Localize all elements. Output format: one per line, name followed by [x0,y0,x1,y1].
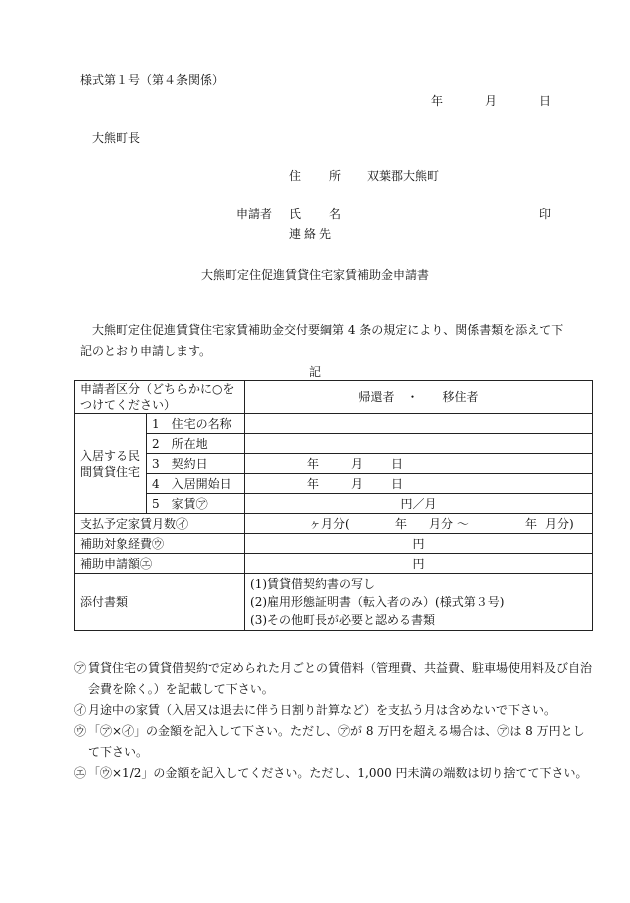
application-table [74,380,593,631]
row-label-contract-date: 3 契約日 [147,454,245,474]
category-options[interactable]: 帰還者 ・ 移住者 [245,381,593,414]
note-item: ㋑ 月途中の家賃（入居又は退去に伴う日割り計算など）を支払う月は含めないで下さい。 [74,703,557,717]
seal-mark: 印 [539,207,552,221]
note-item: ㋒ 「㋐×㋑」の金額を記入して下さい。ただし、㋐が 8 万円を超える場合は、㋐は 8 万円として下さい。 [74,724,585,759]
housing-name-value[interactable] [245,414,593,434]
move-in-month-unit: 月 [351,476,364,491]
housing-location-value[interactable] [245,434,593,454]
row-label-move-in-date: 4 入居開始日 [147,474,245,494]
cost-value[interactable]: 円 [245,534,593,554]
contact-label: 連絡先 [289,227,335,241]
move-in-year-unit: 年 [307,476,320,491]
ki-label: 記 [308,365,321,379]
table-row [75,574,593,631]
date-day-label: 日 [539,94,552,108]
contract-day-unit: 日 [391,456,404,471]
form-number: 様式第１号（第４条関係） [80,73,225,87]
note-item: ㋓ 「㋒×1/2」の金額を記入してください。ただし、1,000 円未満の端数は切り捨てて下さい。 [74,766,588,780]
table-row [75,454,593,474]
name-label-1: 氏 [289,207,302,221]
table-row [75,514,593,534]
row-label-name: 1 住宅の名称 [147,414,245,434]
months-value[interactable]: ヶ月分( 年 月分 〜 年 月分) [245,514,593,534]
table-row [75,554,593,574]
row-label-location: 2 所在地 [147,434,245,454]
amount-value[interactable]: 円 [245,554,593,574]
table-row [75,434,593,454]
contract-month-unit: 月 [351,456,364,471]
applicant-label: 申請者 [236,207,273,221]
table-row [75,381,593,414]
attachment-item: (2)雇用形態証明書（転入者のみ）(様式第３号) [250,595,505,609]
address-value: 双葉郡大熊町 [367,169,440,183]
attachment-item: (3)その他町長が必要と認める書類 [250,613,436,627]
attachments-label: 添付書類 [75,574,245,631]
move-in-date-value[interactable] [245,474,593,494]
row-label-rent: 5 家賃㋐ [147,494,245,514]
months-label: 支払予定家賃月数㋑ [75,514,245,534]
attachment-item: (1)賃貸借契約書の写し [250,577,376,591]
name-label-2: 名 [329,207,342,221]
addressee: 大熊町長 [92,131,141,145]
contract-year-unit: 年 [307,456,320,471]
contract-date-value[interactable] [245,454,593,474]
document-title: 大熊町定住促進賃貸住宅家賃補助金申請書 [200,268,429,282]
table-row [75,494,593,514]
table-row [75,474,593,494]
rent-value[interactable] [245,494,593,514]
notes-section [74,658,594,784]
move-in-day-unit: 日 [391,476,404,491]
note-item: ㋐ 賃貸住宅の賃貸借契約で定められた月ごとの賃借料（管理費、共益費、駐車場使用料及び自治会費を除く。）を記載して下さい。 [74,661,593,696]
attachments-list [245,574,593,631]
housing-label: 入居する民間賃貸住宅 [75,414,147,514]
body-text: 大熊町定住促進賃貸住宅家賃補助金交付要綱第 4 条の規定により、関係書類を添えて下記のとおり申請します。 [80,323,564,358]
amount-label: 補助申請額㋓ [75,554,245,574]
date-month-label: 月 [485,94,498,108]
category-label: 申請者区分（どちらかに○をつけてください） [75,381,245,414]
address-label-2: 所 [329,169,342,183]
date-year-label: 年 [431,94,444,108]
table-row [75,414,593,434]
cost-label: 補助対象経費㋒ [75,534,245,554]
table-row [75,534,593,554]
address-label-1: 住 [289,169,302,183]
rent-unit: 円／月 [400,496,437,511]
